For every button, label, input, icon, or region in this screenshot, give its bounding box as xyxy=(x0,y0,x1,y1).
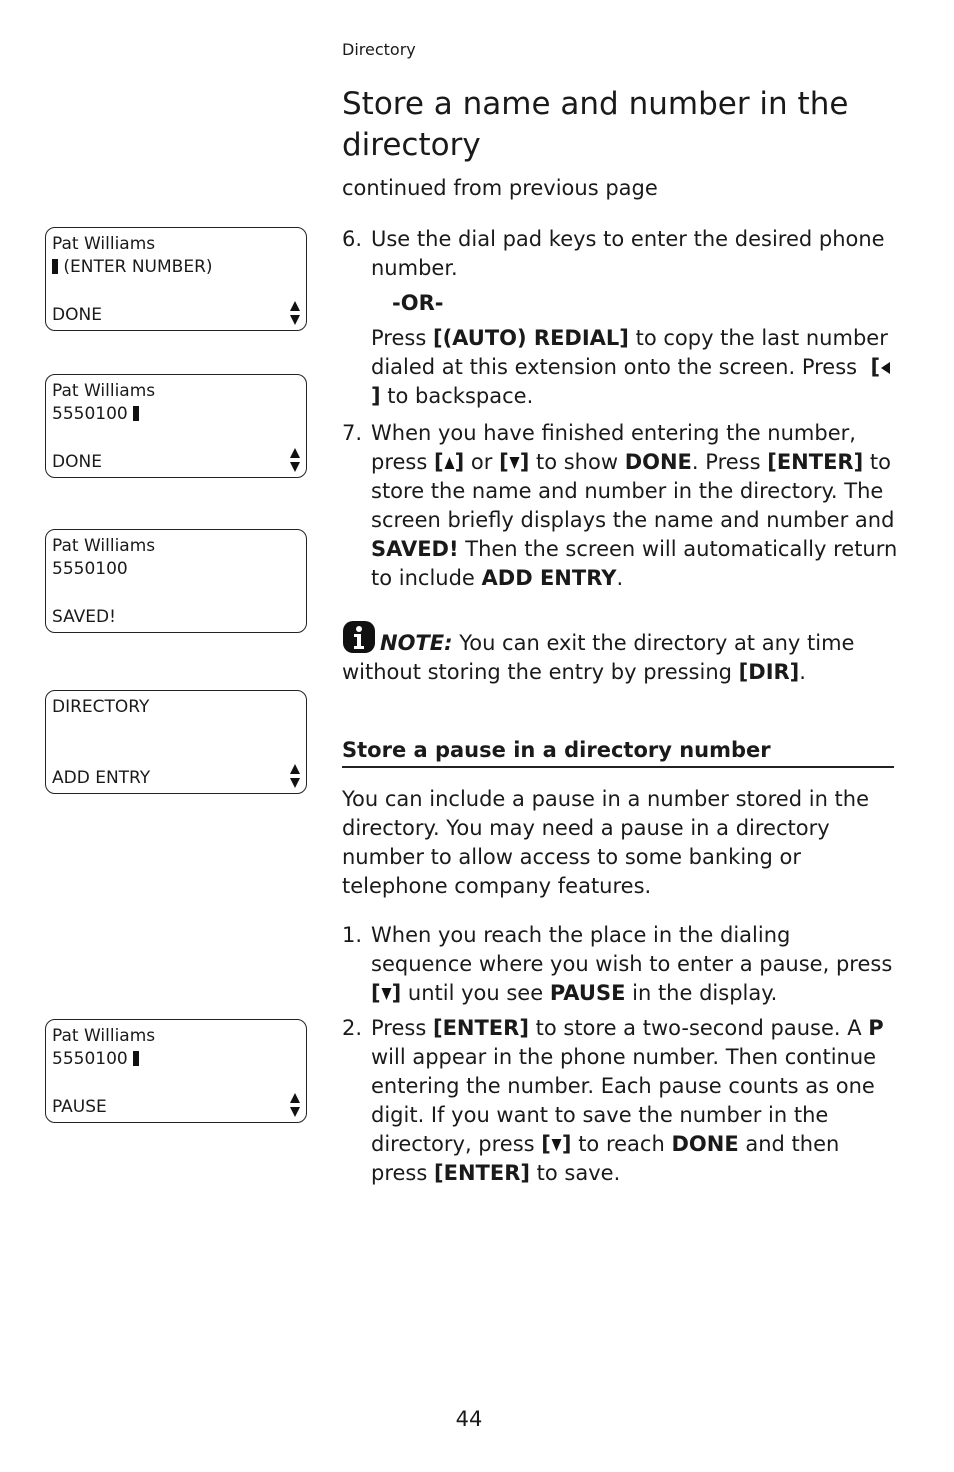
scroll-arrows-icon xyxy=(289,447,301,473)
step-text: Use the dial pad keys to enter the desired phone number. xyxy=(371,227,885,280)
key-down xyxy=(541,1132,571,1156)
step-text: When you reach the place in the dialing sequence where you wish to enter a pause, press xyxy=(371,923,893,976)
lcd-line-2-text: 5550100 xyxy=(52,404,128,424)
lcd-line-2 xyxy=(52,1048,139,1071)
bracket: ] xyxy=(561,1132,572,1156)
bracket: [ xyxy=(870,355,881,379)
step-text: When you have finished entering the number, press xyxy=(371,421,856,474)
bracket: ] xyxy=(371,384,381,408)
step-text: to backspace. xyxy=(387,384,534,408)
down-arrow-icon xyxy=(509,456,520,470)
key-down xyxy=(371,981,401,1005)
step-body xyxy=(371,419,898,593)
step-number: 1. xyxy=(342,923,363,947)
key-enter: [ENTER] xyxy=(432,1016,529,1040)
down-arrow-icon xyxy=(551,1138,562,1152)
key-enter: [ENTER] xyxy=(434,1161,530,1185)
lcd-screen-directory xyxy=(45,690,307,794)
or-separator: -OR- xyxy=(392,291,444,315)
note-label: NOTE: xyxy=(380,631,453,655)
step-text: to store the name and number in the directory. The screen briefly displays the name and number and xyxy=(371,450,895,532)
lcd-line-2 xyxy=(52,256,213,279)
cursor-icon xyxy=(133,1051,139,1066)
bracket: ] xyxy=(519,450,530,474)
key-dir: [DIR] xyxy=(738,660,800,684)
step-text: Press xyxy=(371,326,427,350)
up-arrow-icon xyxy=(444,456,455,470)
lcd-screen-pause xyxy=(45,1019,307,1123)
step-text: Press xyxy=(371,1016,427,1040)
step-text: . Press xyxy=(691,450,761,474)
step-text: to reach xyxy=(578,1132,665,1156)
step-text: . xyxy=(616,566,624,590)
cursor-icon xyxy=(133,406,139,421)
bracket: [ xyxy=(499,450,509,474)
scroll-arrows-icon xyxy=(289,1092,301,1118)
key-enter: [ENTER] xyxy=(767,450,864,474)
section-label: Directory xyxy=(342,40,416,59)
page-title: Store a name and number in the directory xyxy=(342,86,849,163)
step-text: Then the screen will automatically return to include xyxy=(371,537,898,590)
lcd-line-3: DONE xyxy=(52,452,102,472)
bracket: ] xyxy=(454,450,465,474)
lcd-screen-number-entered xyxy=(45,374,307,478)
step-text: will appear in the phone number. Then continue entering the number. Each pause counts as one digit. If you want to save the number in the directory, press xyxy=(371,1045,877,1156)
display-add-entry: ADD ENTRY xyxy=(481,566,617,590)
left-arrow-icon xyxy=(880,361,891,375)
step-text: in the display. xyxy=(632,981,778,1005)
step-text: to save. xyxy=(536,1161,621,1185)
page-number: 44 xyxy=(455,1407,483,1431)
down-arrow-icon xyxy=(381,987,392,1001)
note-box xyxy=(342,620,898,687)
display-p: P xyxy=(868,1016,884,1040)
lcd-line-1: Pat Williams xyxy=(52,234,156,254)
continued-note: continued from previous page xyxy=(342,176,658,200)
lcd-line-3: PAUSE xyxy=(52,1097,107,1117)
step-text: to store a two-second pause. A xyxy=(535,1016,862,1040)
info-icon xyxy=(342,620,376,654)
bracket: [ xyxy=(541,1132,551,1156)
scroll-arrows-icon xyxy=(289,300,301,326)
note-text: You can exit the directory at any time without storing the entry by pressing xyxy=(342,631,855,684)
lcd-line-2: 5550100 xyxy=(52,559,128,579)
bracket: [ xyxy=(434,450,444,474)
step-7 xyxy=(342,419,898,593)
step-text: to copy the last number dialed at this extension onto the screen. Press xyxy=(371,326,888,379)
lcd-line-2-text: (ENTER NUMBER) xyxy=(63,257,213,277)
key-auto-redial: [(AUTO) REDIAL] xyxy=(432,326,629,350)
lcd-line-2-text: 5550100 xyxy=(52,1049,128,1069)
lcd-line-2 xyxy=(52,403,139,426)
lcd-line-1: Pat Williams xyxy=(52,536,156,556)
pause-intro: You can include a pause in a number stored in the directory. You may need a pause in a directory number to allow access to some banking or telephone company features. xyxy=(342,787,870,898)
lcd-screen-saved xyxy=(45,529,307,633)
bracket: ] xyxy=(391,981,402,1005)
bracket: [ xyxy=(371,981,381,1005)
lcd-line-1: Pat Williams xyxy=(52,1026,156,1046)
scroll-arrows-icon xyxy=(289,763,301,789)
display-done: DONE xyxy=(624,450,692,474)
cursor-icon xyxy=(52,259,58,274)
pause-step-1 xyxy=(342,921,898,1008)
step-text: until you see xyxy=(407,981,544,1005)
key-down xyxy=(499,450,529,474)
step-6 xyxy=(342,225,898,411)
lcd-line-1: Pat Williams xyxy=(52,381,156,401)
lcd-line-3: DONE xyxy=(52,305,102,325)
step-body xyxy=(371,1014,898,1188)
step-number: 6. xyxy=(342,227,363,251)
pause-step-2 xyxy=(342,1014,898,1188)
note-text: . xyxy=(799,660,806,684)
step-number: 7. xyxy=(342,421,363,445)
display-saved: SAVED! xyxy=(371,537,459,561)
step-text: or xyxy=(470,450,493,474)
lcd-screen-enter-number xyxy=(45,227,307,331)
display-done: DONE xyxy=(671,1132,739,1156)
step-body xyxy=(371,921,898,1008)
step-number: 2. xyxy=(342,1016,363,1040)
subsection-heading: Store a pause in a directory number xyxy=(342,738,894,768)
display-pause: PAUSE xyxy=(549,981,626,1005)
lcd-line-3: SAVED! xyxy=(52,607,116,627)
step-body xyxy=(371,225,898,411)
lcd-line-1: DIRECTORY xyxy=(52,697,150,717)
key-up xyxy=(434,450,464,474)
step-text: to show xyxy=(535,450,619,474)
lcd-line-3: ADD ENTRY xyxy=(52,768,151,788)
step-text: and then press xyxy=(371,1132,840,1185)
